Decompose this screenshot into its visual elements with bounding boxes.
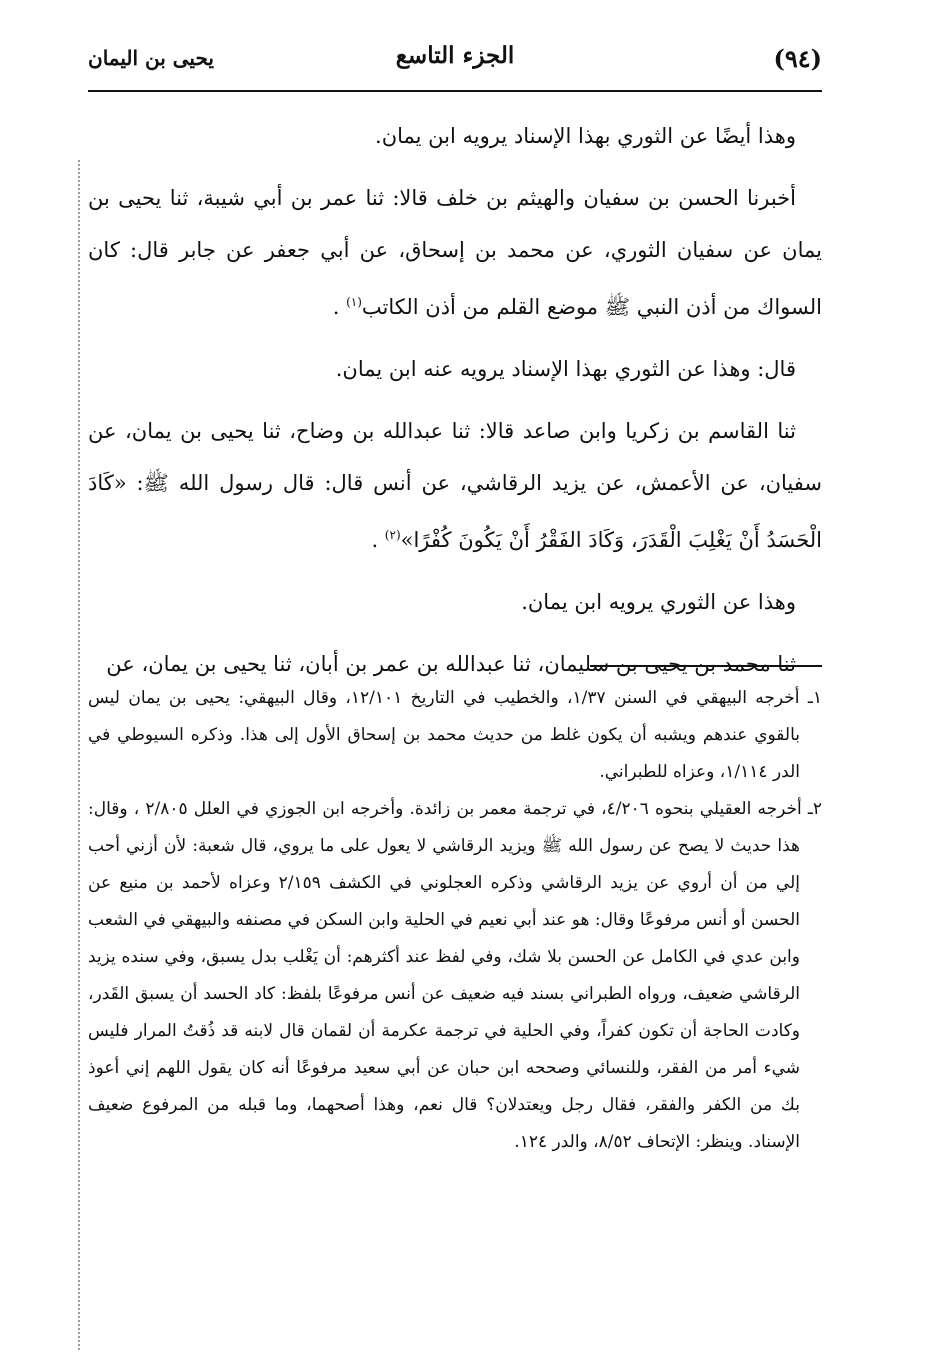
footnote-1 <box>88 680 822 791</box>
paragraph-6-text: ثنا محمد بن يحيى بن سليمان، ثنا عبدالله بن عمر بن أبان، ثنا يحيى بن يمان، عن <box>106 652 796 676</box>
main-text <box>88 110 822 700</box>
paragraph-2-text: أخبرنا الحسن بن سفيان والهيثم بن خلف قالا: ثنا عمر بن أبي شيبة، ثنا يحيى بن يمان عن سفيان الثوري، عن محمد بن إسحاق، عن أبي جعفر عن جابر قال: كان السواك من أذن النبي ﷺ موضع القلم من أذن الكاتب <box>88 186 822 319</box>
scan-edge-dots <box>78 160 80 1350</box>
paragraph-1 <box>88 110 822 162</box>
footnote-1-number: ١ـ <box>807 688 823 708</box>
running-header <box>88 40 822 92</box>
paragraph-5 <box>88 576 822 628</box>
paragraph-3 <box>88 343 822 395</box>
paragraph-4 <box>88 405 822 566</box>
paragraph-5-text: وهذا عن الثوري يرويه ابن يمان. <box>521 590 796 614</box>
page-number: (٩٤) <box>773 44 822 73</box>
footnote-2-number: ٢ـ <box>807 799 823 819</box>
volume-title: الجزء التاسع <box>395 42 515 69</box>
header-rule <box>88 90 822 92</box>
footnote-1-text: أخرجه البيهقي في السنن ١/٣٧، والخطيب في التاريخ ١٢/١٠١، وقال البيهقي: يحيى بن يمان ليس بالقوي عندهم ويشبه أن يكون غلط من حديث محمد بن إسحاق الأول إلى هذا. وذكره السيوطي في الدر ١/١١٤، وعزاه للطبراني. <box>88 688 800 782</box>
paragraph-4-text: ثنا القاسم بن زكريا وابن صاعد قالا: ثنا عبدالله بن وضاح، ثنا يحيى بن يمان، عن سفيان، عن الأعمش، عن يزيد الرقاشي، عن أنس قال: قال رسول الله ﷺ: «كَادَ الْحَسَدُ أَنْ يَغْلِبَ الْقَدَرَ، وَكَادَ الفَقْرُ أَنْ يَكُونَ كُفْرًا» <box>88 419 822 552</box>
paragraph-4-end: . <box>371 528 385 552</box>
footnote-separator <box>590 665 822 667</box>
footnote-2-text: أخرجه العقيلي بنحوه ٤/٢٠٦، في ترجمة معمر بن زائدة. وأخرجه ابن الجوزي في العلل ٢/٨٠٥ ، وقال: هذا حديث لا يصح عن رسول الله ﷺ ويزيد الرقاشي لا يعول على ما يروي، قال شعبة: لأن أزني أحب إلي من أن أروي عن يزيد الرقاشي وذكره العجلوني في الكشف ٢/١٥٩ وعزاه لأحمد بن منيع عن الحسن أو أنس مرفوعًا وقال: هو عند أبي نعيم في الحلية وابن السكن في مصنفه والبيهقي في الشعب وابن عدي في الكامل عن الحسن بلا شك، وفي لفظ عند أكثرهم: أن يَغْلب بدل يسبق، وفي سنده يزيد الرقاشي ضعيف، ورواه الطبراني بسند فيه ضعيف عن أنس مرفوعًا بلفظ: كاد الحسد أن يسبق القَدر، وكادت الحاجة أن تكون كفراً، وفي الحلية في ترجمة عكرمة أن لقمان قال لابنه قد ذُقتُ المرار فليس شيء أمر من الفقر، وللنسائي وصححه ابن حبان عن أبي سعيد مرفوعًا أنه كان يقول اللهم إني أعوذ بك من الكفر والفقر، فقال رجل ويعتدلان؟ قال نعم، وهذا أصحهما، وما قبله من المرفوع ضعيف الإسناد. وينظر: الإتحاف ٨/٥٢، والدر ١٢٤. <box>88 799 802 1152</box>
paragraph-2 <box>88 172 822 333</box>
footnote-ref-2: (٢) <box>384 528 401 542</box>
paragraph-2-end: . <box>332 295 347 319</box>
footnotes <box>88 680 822 1161</box>
paragraph-1-text: وهذا أيضًا عن الثوري بهذا الإسناد يرويه ابن يمان. <box>375 124 796 148</box>
chapter-subject: يحيى بن اليمان <box>88 46 214 70</box>
footnote-ref-1: (١) <box>346 295 362 309</box>
footnote-2 <box>88 791 822 1161</box>
paragraph-3-text: قال: وهذا عن الثوري بهذا الإسناد يرويه عنه ابن يمان. <box>335 357 796 381</box>
